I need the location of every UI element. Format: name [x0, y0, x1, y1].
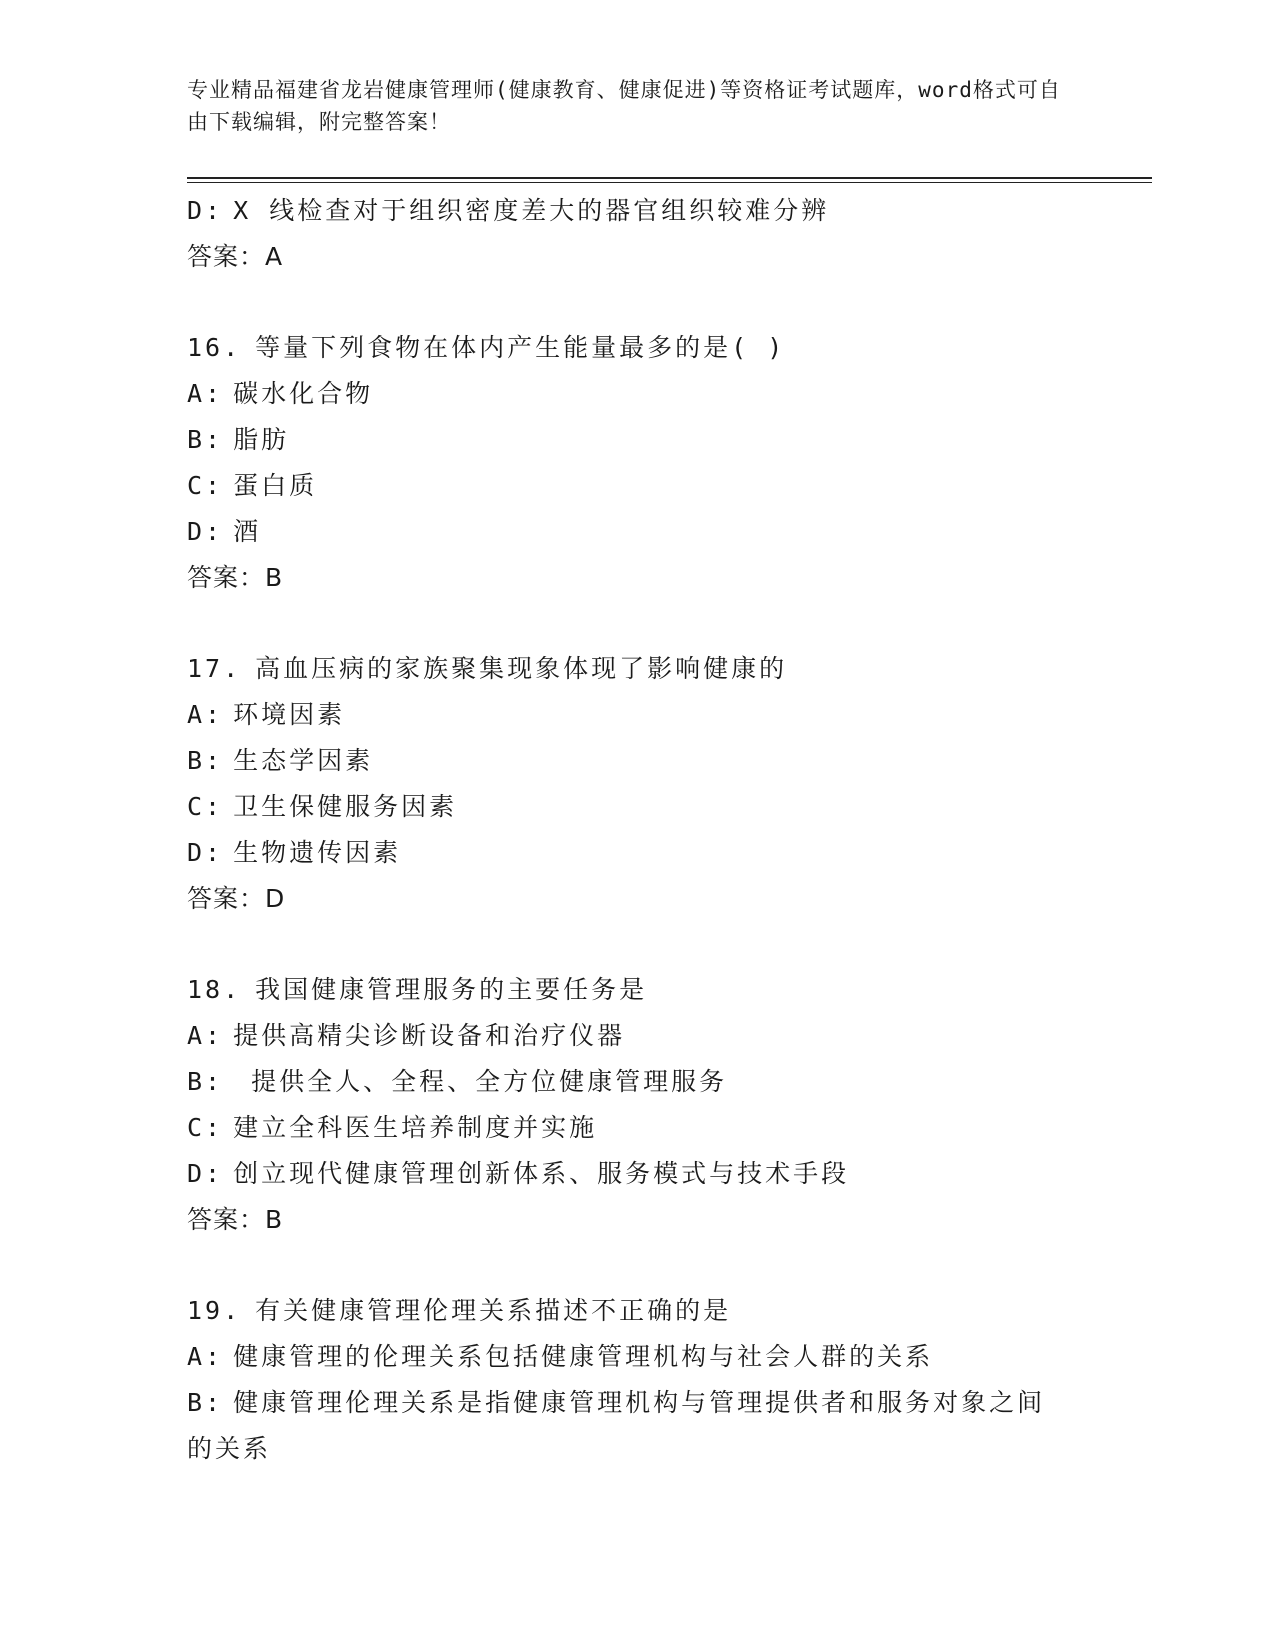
option-b: B: 生态学因素: [187, 746, 374, 775]
option-c: C: 建立全科医生培养制度并实施: [187, 1113, 598, 1142]
option-text: 脂肪: [233, 425, 290, 454]
question-19: [187, 1288, 1087, 1334]
document-header: [187, 74, 1067, 138]
option-text: 建立全科医生培养制度并实施: [233, 1113, 598, 1142]
option-text: 生态学因素: [233, 746, 374, 775]
option-text: 创立现代健康管理创新体系、服务模式与技术手段: [233, 1159, 850, 1188]
option-c: C: 蛋白质: [187, 471, 318, 500]
option-text: 酒: [233, 517, 262, 546]
option-a: A: 环境因素: [187, 700, 346, 729]
answer-line: 答案：B: [187, 563, 284, 592]
option-b: B: 脂肪: [187, 425, 290, 454]
option-a: A: 提供高精尖诊断设备和治疗仪器: [187, 1021, 626, 1050]
option-d: D: X 线检查对于组织密度差大的器官组织较难分辨: [187, 196, 830, 225]
option-text: 卫生保健服务因素: [233, 792, 458, 821]
option-d: D: 创立现代健康管理创新体系、服务模式与技术手段: [187, 1159, 850, 1188]
option-text: 蛋白质: [233, 471, 318, 500]
option-text: 提供高精尖诊断设备和治疗仪器: [233, 1021, 626, 1050]
option-a: A: 健康管理的伦理关系包括健康管理机构与社会人群的关系: [187, 1342, 934, 1371]
option-a: A: 碳水化合物: [187, 379, 374, 408]
question-number: 18.: [187, 975, 242, 1004]
question-text: 有关健康管理伦理关系描述不正确的是: [255, 1296, 732, 1325]
option-text: 提供全人、全程、全方位健康管理服务: [233, 1067, 728, 1096]
option-b: B: 健康管理伦理关系是指健康管理机构与管理提供者和服务对象之间的关系: [187, 1388, 1046, 1463]
header-text: 专业精品福建省龙岩健康管理师(健康教育、健康促进)等资格证考试题库，word格式可自由下载编辑，附完整答案！: [187, 78, 1061, 134]
question-number: 17.: [187, 654, 242, 683]
header-divider-thick: [187, 177, 1152, 179]
question-number: 19.: [187, 1296, 242, 1325]
option-b: B: 提供全人、全程、全方位健康管理服务: [187, 1067, 728, 1096]
question-17: [187, 646, 1087, 692]
option-text: 碳水化合物: [233, 379, 374, 408]
question-text: 我国健康管理服务的主要任务是: [255, 975, 648, 1004]
question-number: 16.: [187, 333, 242, 362]
answer-line: 答案：D: [187, 884, 286, 913]
option-text: X 线检查对于组织密度差大的器官组织较难分辨: [233, 196, 830, 225]
header-divider-thin: [187, 182, 1152, 183]
option-text: 健康管理伦理关系是指健康管理机构与管理提供者和服务对象之间的关系: [187, 1388, 1046, 1463]
answer-line: 答案：B: [187, 1205, 284, 1234]
question-18: [187, 967, 1087, 1013]
option-d: D: 酒: [187, 517, 262, 546]
option-text: 生物遗传因素: [233, 838, 402, 867]
question-16: [187, 325, 1087, 371]
option-d: D: 生物遗传因素: [187, 838, 402, 867]
option-text: 健康管理的伦理关系包括健康管理机构与社会人群的关系: [233, 1342, 934, 1371]
option-c: C: 卫生保健服务因素: [187, 792, 458, 821]
question-list: [187, 188, 1087, 1472]
answer-line: 答案：A: [187, 242, 284, 271]
question-text: 高血压病的家族聚集现象体现了影响健康的: [255, 654, 788, 683]
question-text: 等量下列食物在体内产生能量最多的是( ): [255, 333, 786, 362]
option-text: 环境因素: [233, 700, 346, 729]
